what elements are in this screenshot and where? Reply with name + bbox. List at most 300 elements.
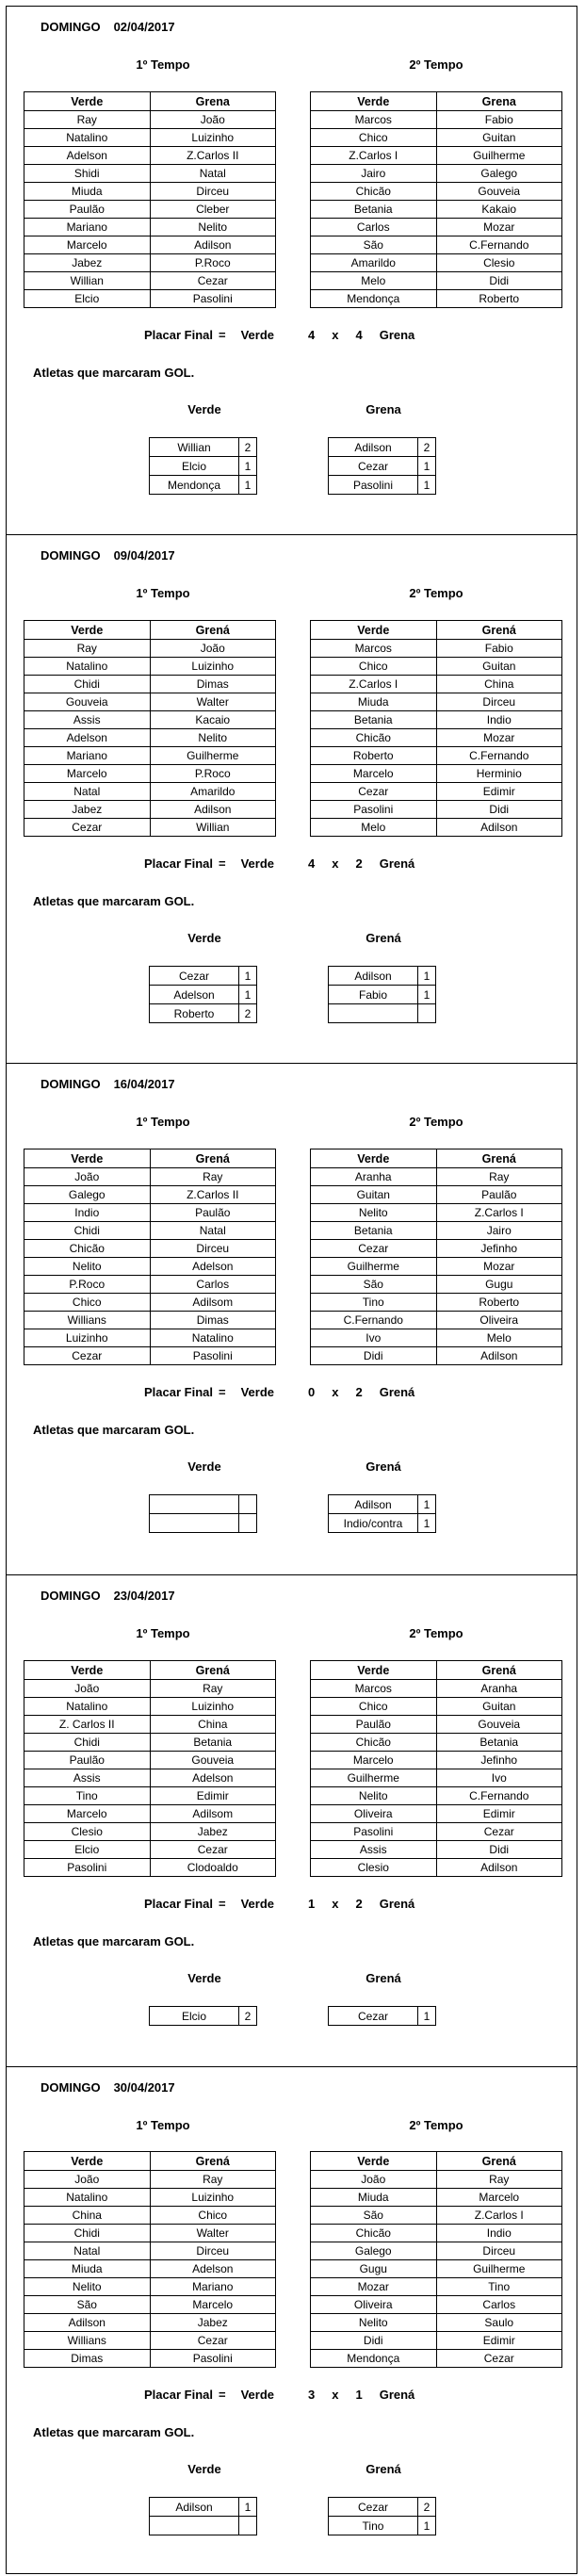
verde-player: Marcos [311, 640, 437, 658]
verde-player: São [24, 2296, 151, 2314]
verde-player: Willians [24, 1312, 151, 1329]
verde-player: Miuda [311, 2189, 437, 2207]
verde-player: Roberto [311, 747, 437, 765]
grena-player: Tino [436, 2278, 562, 2296]
verde-team-label: Verde [240, 1385, 274, 1399]
lineup-row [24, 165, 276, 183]
grena-player: Pasolini [150, 2350, 276, 2368]
verde-player: Oliveira [311, 1805, 437, 1823]
grena-column-header: Grená [150, 1149, 276, 1168]
second-half-lineup-table [310, 1149, 562, 1365]
grena-scorers-table [328, 1494, 436, 1533]
lineup-row [24, 254, 276, 272]
verde-player: Assis [24, 711, 151, 729]
grena-player: Jabez [150, 2314, 276, 2332]
lineup-row [311, 2242, 562, 2260]
scorer-row [150, 1495, 257, 1514]
second-half-lineup-table [310, 620, 562, 837]
verde-player: Dimas [24, 2350, 151, 2368]
grena-player: P.Roco [150, 254, 276, 272]
goal-count: 1 [418, 1495, 436, 1514]
verde-player: Chico [311, 1698, 437, 1716]
verde-player: Ray [24, 640, 151, 658]
lineup-row [24, 1716, 276, 1734]
verde-player: Clesio [24, 1823, 151, 1841]
verde-player: Marcelo [24, 765, 151, 783]
grena-player: Gouveia [436, 1716, 562, 1734]
verde-player: Didi [311, 1347, 437, 1365]
grena-player: Adilson [150, 236, 276, 254]
verde-player: Chico [311, 129, 437, 147]
grena-player: Gouveia [436, 183, 562, 201]
scorer-row [329, 438, 436, 457]
grena-player: Betania [436, 1734, 562, 1752]
lineup-row [311, 2207, 562, 2225]
lineup-row [311, 1787, 562, 1805]
verde-player: Chicão [311, 1734, 437, 1752]
grena-column-header: Grená [436, 1661, 562, 1680]
grena-player: Didi [436, 801, 562, 819]
goal-count: 1 [418, 2517, 436, 2535]
lineup-row [24, 1805, 276, 1823]
final-score [144, 328, 414, 343]
verde-player: Ivo [311, 1329, 437, 1347]
verde-player: China [24, 2207, 151, 2225]
verde-scorers-table [149, 966, 257, 1023]
lineup-row [24, 1859, 276, 1877]
verde-scorers-heading: Verde [187, 2462, 221, 2476]
goal-count [239, 2517, 257, 2535]
verde-scorers-table [149, 2497, 257, 2535]
grena-player: Chico [150, 2207, 276, 2225]
scorers-heading: Atletas que marcaram GOL. [33, 1934, 195, 1948]
verde-scorers-table [149, 437, 257, 495]
lineup-row [311, 1734, 562, 1752]
lineup-row [311, 1294, 562, 1312]
scorer-name: Cezar [329, 2007, 418, 2026]
verde-player: Willians [24, 2332, 151, 2350]
verde-player: Miuda [311, 693, 437, 711]
second-half-lineup-table [310, 2151, 562, 2368]
grena-player: Mozar [436, 1258, 562, 1276]
verde-scorers-heading: Verde [187, 931, 221, 945]
lineup-row [311, 290, 562, 308]
lineup-row [24, 1787, 276, 1805]
grena-player: Carlos [150, 1276, 276, 1294]
verde-column-header: Verde [24, 92, 151, 111]
grena-column-header: Grená [436, 621, 562, 640]
lineup-row [24, 2278, 276, 2296]
goal-count: 2 [239, 1004, 257, 1023]
lineup-row [24, 2296, 276, 2314]
grena-player: Mozar [436, 219, 562, 236]
scorer-name [150, 1495, 239, 1514]
grena-scorers-table [328, 437, 436, 495]
scorer-row [329, 2498, 436, 2517]
second-half-heading: 2º Tempo [409, 2118, 463, 2132]
grena-player: Gouveia [150, 1752, 276, 1769]
lineup-row [24, 111, 276, 129]
day-label: DOMINGO [41, 1589, 101, 1603]
verde-player: Miuda [24, 183, 151, 201]
verde-player: Natalino [24, 658, 151, 676]
first-half-lineup-table [24, 1660, 276, 1877]
grena-player: Edimir [436, 2332, 562, 2350]
lineup-row [24, 676, 276, 693]
grena-player: Pasolini [150, 1347, 276, 1365]
scorers-heading: Atletas que marcaram GOL. [33, 894, 195, 908]
lineup-row [311, 658, 562, 676]
grena-player: Adilsom [150, 1805, 276, 1823]
verde-player: Nelito [311, 1787, 437, 1805]
verde-player: Gugu [311, 2260, 437, 2278]
lineup-row [24, 183, 276, 201]
verde-player: Jabez [24, 801, 151, 819]
lineup-row [24, 1276, 276, 1294]
scorer-row [329, 2007, 436, 2026]
goal-count: 1 [239, 476, 257, 495]
lineup-row [311, 676, 562, 693]
verde-player: Adelson [24, 729, 151, 747]
first-half-lineup-table [24, 2151, 276, 2368]
verde-player: Natal [24, 2242, 151, 2260]
grena-player: C.Fernando [436, 747, 562, 765]
verde-player: Guilherme [311, 1769, 437, 1787]
lineup-row [311, 1823, 562, 1841]
match-section [7, 7, 577, 534]
lineup-row [311, 2225, 562, 2242]
second-half-heading: 2º Tempo [409, 1626, 463, 1640]
lineup-row [24, 1312, 276, 1329]
lineup-row [311, 272, 562, 290]
grena-player: Adelson [150, 1769, 276, 1787]
verde-player: Nelito [311, 1204, 437, 1222]
lineup-row [24, 1734, 276, 1752]
verde-player: Paulão [311, 1716, 437, 1734]
grena-player: Roberto [436, 1294, 562, 1312]
goal-count: 1 [418, 476, 436, 495]
verde-player: Shidi [24, 165, 151, 183]
versus-x: x [332, 2388, 339, 2402]
verde-player: Natalino [24, 2189, 151, 2207]
grena-player: Cezar [436, 1823, 562, 1841]
grena-player: Willian [150, 819, 276, 837]
day-label: DOMINGO [41, 548, 101, 562]
grena-player: Adelson [150, 1258, 276, 1276]
lineup-row [24, 2260, 276, 2278]
lineup-row [311, 1347, 562, 1365]
lineup-row [24, 729, 276, 747]
grena-player: Marcelo [150, 2296, 276, 2314]
scorer-name: Cezar [329, 457, 418, 476]
lineup-row [24, 1752, 276, 1769]
grena-player: Nelito [150, 729, 276, 747]
lineup-row [311, 219, 562, 236]
verde-player: Marcelo [24, 236, 151, 254]
grena-player: Betania [150, 1734, 276, 1752]
goal-count: 2 [239, 2007, 257, 2026]
verde-player: Aranha [311, 1168, 437, 1186]
grena-player: C.Fernando [436, 1787, 562, 1805]
scorer-name [150, 2517, 239, 2535]
scorer-name: Elcio [150, 457, 239, 476]
lineup-row [24, 711, 276, 729]
lineup-row [24, 1329, 276, 1347]
grena-player: Jefinho [436, 1752, 562, 1769]
verde-column-header: Verde [311, 1661, 437, 1680]
scorer-name: Cezar [150, 967, 239, 986]
verde-player: Melo [311, 819, 437, 837]
grena-player: Adelson [150, 2260, 276, 2278]
grena-player: Natal [150, 1222, 276, 1240]
scorer-name: Indio/contra [329, 1514, 418, 1533]
verde-player: Chico [311, 658, 437, 676]
verde-player: Cezar [24, 1347, 151, 1365]
grena-player: Cleber [150, 201, 276, 219]
final-score-label: Placar Final [144, 1897, 213, 1911]
verde-player: Betania [311, 711, 437, 729]
grena-player: Kakaio [436, 201, 562, 219]
verde-player: São [311, 2207, 437, 2225]
day-label: DOMINGO [41, 20, 101, 34]
verde-column-header: Verde [311, 1149, 437, 1168]
verde-player: Gouveia [24, 693, 151, 711]
grena-player: Marcelo [436, 2189, 562, 2207]
verde-player: Mariano [24, 747, 151, 765]
grena-player: Dirceu [436, 693, 562, 711]
match-section [7, 1574, 577, 2066]
scorers-heading: Atletas que marcaram GOL. [33, 1423, 195, 1437]
versus-x: x [332, 856, 339, 871]
match-section [7, 1063, 577, 1574]
verde-player: Guitan [311, 1186, 437, 1204]
final-score [144, 1385, 414, 1400]
grena-player: China [150, 1716, 276, 1734]
grena-player: Melo [436, 1329, 562, 1347]
verde-player: Chidi [24, 2225, 151, 2242]
grena-player: Guilherme [436, 147, 562, 165]
grena-team-label: Grena [379, 328, 415, 342]
grena-player: Dirceu [436, 2242, 562, 2260]
scorer-row [150, 438, 257, 457]
grena-player: Fabio [436, 111, 562, 129]
verde-scorers-table [149, 1494, 257, 1533]
lineup-row [311, 1805, 562, 1823]
equals-sign: = [218, 1897, 226, 1911]
lineup-row [311, 111, 562, 129]
verde-player: Natal [24, 783, 151, 801]
verde-player: Natalino [24, 129, 151, 147]
grena-team-label: Grená [379, 1385, 415, 1399]
verde-column-header: Verde [311, 621, 437, 640]
verde-player: Mozar [311, 2278, 437, 2296]
equals-sign: = [218, 1385, 226, 1399]
scorer-row [150, 476, 257, 495]
second-half-heading: 2º Tempo [409, 1115, 463, 1129]
grena-team-label: Grená [379, 856, 415, 871]
goal-count [239, 1514, 257, 1533]
verde-player: Tino [24, 1787, 151, 1805]
verde-scorers-heading: Verde [187, 1459, 221, 1474]
lineup-row [311, 236, 562, 254]
goal-count: 1 [418, 1514, 436, 1533]
lineup-row [24, 290, 276, 308]
verde-player: Ray [24, 111, 151, 129]
lineup-row [24, 2171, 276, 2189]
lineup-row [24, 658, 276, 676]
verde-player: Assis [311, 1841, 437, 1859]
second-half-heading: 2º Tempo [409, 57, 463, 72]
lineup-row [24, 801, 276, 819]
verde-player: Carlos [311, 219, 437, 236]
verde-player: Melo [311, 272, 437, 290]
grena-team-label: Grená [379, 1897, 415, 1911]
final-score [144, 856, 414, 872]
first-half-lineup-table [24, 91, 276, 308]
grena-player: Adilson [436, 1859, 562, 1877]
match-date-heading [41, 2080, 175, 2095]
grena-player: Guilherme [436, 2260, 562, 2278]
lineup-row [24, 129, 276, 147]
match-date: 23/04/2017 [113, 1589, 175, 1603]
verde-player: Marcelo [311, 1752, 437, 1769]
verde-player: Marcelo [24, 1805, 151, 1823]
grena-scorers-table [328, 2006, 436, 2026]
grena-player: João [150, 111, 276, 129]
verde-team-label: Verde [240, 856, 274, 871]
verde-team-label: Verde [240, 328, 274, 342]
goal-count: 1 [418, 2007, 436, 2026]
lineup-row [311, 747, 562, 765]
scorer-row [329, 476, 436, 495]
verde-player: Tino [311, 1294, 437, 1312]
grena-scorers-heading: Grená [366, 2462, 401, 2476]
grena-player: Dimas [150, 676, 276, 693]
lineup-row [311, 2296, 562, 2314]
lineup-row [24, 1841, 276, 1859]
grena-player: China [436, 676, 562, 693]
lineup-row [311, 2278, 562, 2296]
verde-player: João [24, 1680, 151, 1698]
grena-scorers-heading: Grená [366, 1459, 401, 1474]
verde-player: Chicão [311, 183, 437, 201]
scorer-row [150, 1514, 257, 1533]
grena-column-header: Grená [150, 1661, 276, 1680]
scorer-name: Roberto [150, 1004, 239, 1023]
grena-player: Paulão [150, 1204, 276, 1222]
match-sheet [6, 6, 577, 2574]
grena-player: Luizinho [150, 129, 276, 147]
scorer-row [150, 2517, 257, 2535]
grena-player: Z.Carlos I [436, 2207, 562, 2225]
verde-player: Nelito [311, 2314, 437, 2332]
goal-count: 1 [239, 967, 257, 986]
grena-player: Jairo [436, 1222, 562, 1240]
grena-player: Guilherme [150, 747, 276, 765]
grena-player: Nelito [150, 219, 276, 236]
versus-x: x [332, 328, 339, 342]
lineup-row [24, 1240, 276, 1258]
grena-player: P.Roco [150, 765, 276, 783]
verde-team-label: Verde [240, 1897, 274, 1911]
grena-player: Clodoaldo [150, 1859, 276, 1877]
equals-sign: = [218, 2388, 226, 2402]
grena-player: Luizinho [150, 1698, 276, 1716]
grena-player: Ray [150, 1168, 276, 1186]
verde-score: 0 [308, 1385, 316, 1399]
grena-player: Jefinho [436, 1240, 562, 1258]
verde-player: Luizinho [24, 1329, 151, 1347]
grena-player: Guitan [436, 129, 562, 147]
goal-count [418, 1004, 436, 1023]
verde-player: Jabez [24, 254, 151, 272]
grena-scorers-table [328, 2497, 436, 2535]
verde-player: Marcos [311, 1680, 437, 1698]
scorer-name: Adilson [329, 967, 418, 986]
verde-player: Cezar [311, 1240, 437, 1258]
final-score-label: Placar Final [144, 856, 213, 871]
grena-player: Guitan [436, 1698, 562, 1716]
first-half-heading: 1º Tempo [136, 2118, 190, 2132]
verde-player: João [24, 1168, 151, 1186]
grena-player: Cezar [150, 272, 276, 290]
goal-count: 1 [239, 986, 257, 1004]
grena-player: Cezar [436, 2350, 562, 2368]
scorer-row [150, 1004, 257, 1023]
grena-player: Walter [150, 2225, 276, 2242]
first-half-heading: 1º Tempo [136, 57, 190, 72]
grena-player: Luizinho [150, 2189, 276, 2207]
scorer-row [150, 967, 257, 986]
lineup-row [24, 2314, 276, 2332]
lineup-row [311, 1222, 562, 1240]
verde-player: Elcio [24, 1841, 151, 1859]
lineup-row [24, 2242, 276, 2260]
scorer-row [329, 967, 436, 986]
day-label: DOMINGO [41, 2080, 101, 2095]
grena-player: Saulo [436, 2314, 562, 2332]
lineup-row [311, 2314, 562, 2332]
verde-player: Betania [311, 1222, 437, 1240]
grena-player: Z.Carlos I [436, 1204, 562, 1222]
grena-player: Indio [436, 711, 562, 729]
verde-player: Marcos [311, 111, 437, 129]
goal-count: 1 [418, 986, 436, 1004]
verde-player: Guilherme [311, 1258, 437, 1276]
grena-player: Cezar [150, 2332, 276, 2350]
grena-column-header: Grená [150, 2152, 276, 2171]
lineup-row [311, 1240, 562, 1258]
lineup-row [24, 693, 276, 711]
first-half-lineup-table [24, 620, 276, 837]
day-label: DOMINGO [41, 1077, 101, 1091]
lineup-row [311, 693, 562, 711]
grena-player: C.Fernando [436, 236, 562, 254]
match-date-heading [41, 1077, 175, 1092]
grena-player: Guitan [436, 658, 562, 676]
verde-player: Marcelo [311, 765, 437, 783]
match-date: 02/04/2017 [113, 20, 175, 34]
grena-player: Adilson [436, 1347, 562, 1365]
lineup-row [311, 201, 562, 219]
verde-player: Clesio [311, 1859, 437, 1877]
verde-column-header: Verde [24, 1149, 151, 1168]
verde-player: Assis [24, 1769, 151, 1787]
verde-player: Adelson [24, 147, 151, 165]
lineup-row [311, 2260, 562, 2278]
lineup-row [24, 236, 276, 254]
scorer-row [329, 1514, 436, 1533]
